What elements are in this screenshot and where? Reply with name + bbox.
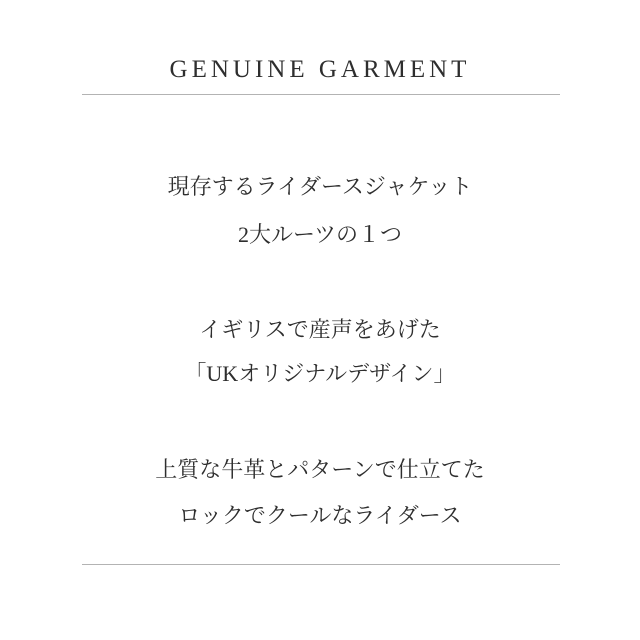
description-line: イギリスで産声をあげた [199, 317, 441, 342]
description-line: ロックでクールなライダース [178, 503, 462, 528]
description-paragraph-1 [0, 163, 640, 259]
top-divider [82, 94, 560, 95]
page-title: GENUINE GARMENT [169, 55, 471, 83]
bottom-divider [82, 564, 560, 565]
description-paragraph-3 [0, 447, 640, 539]
description-paragraph-2 [0, 308, 640, 396]
description-line: 「UKオリジナルデザイン」 [184, 361, 456, 386]
description-line: 上質な牛革とパターンで仕立てた [155, 457, 485, 482]
description-line: 2大ルーツの１つ [237, 222, 403, 247]
description-line: 現存するライダースジャケット [167, 174, 473, 199]
